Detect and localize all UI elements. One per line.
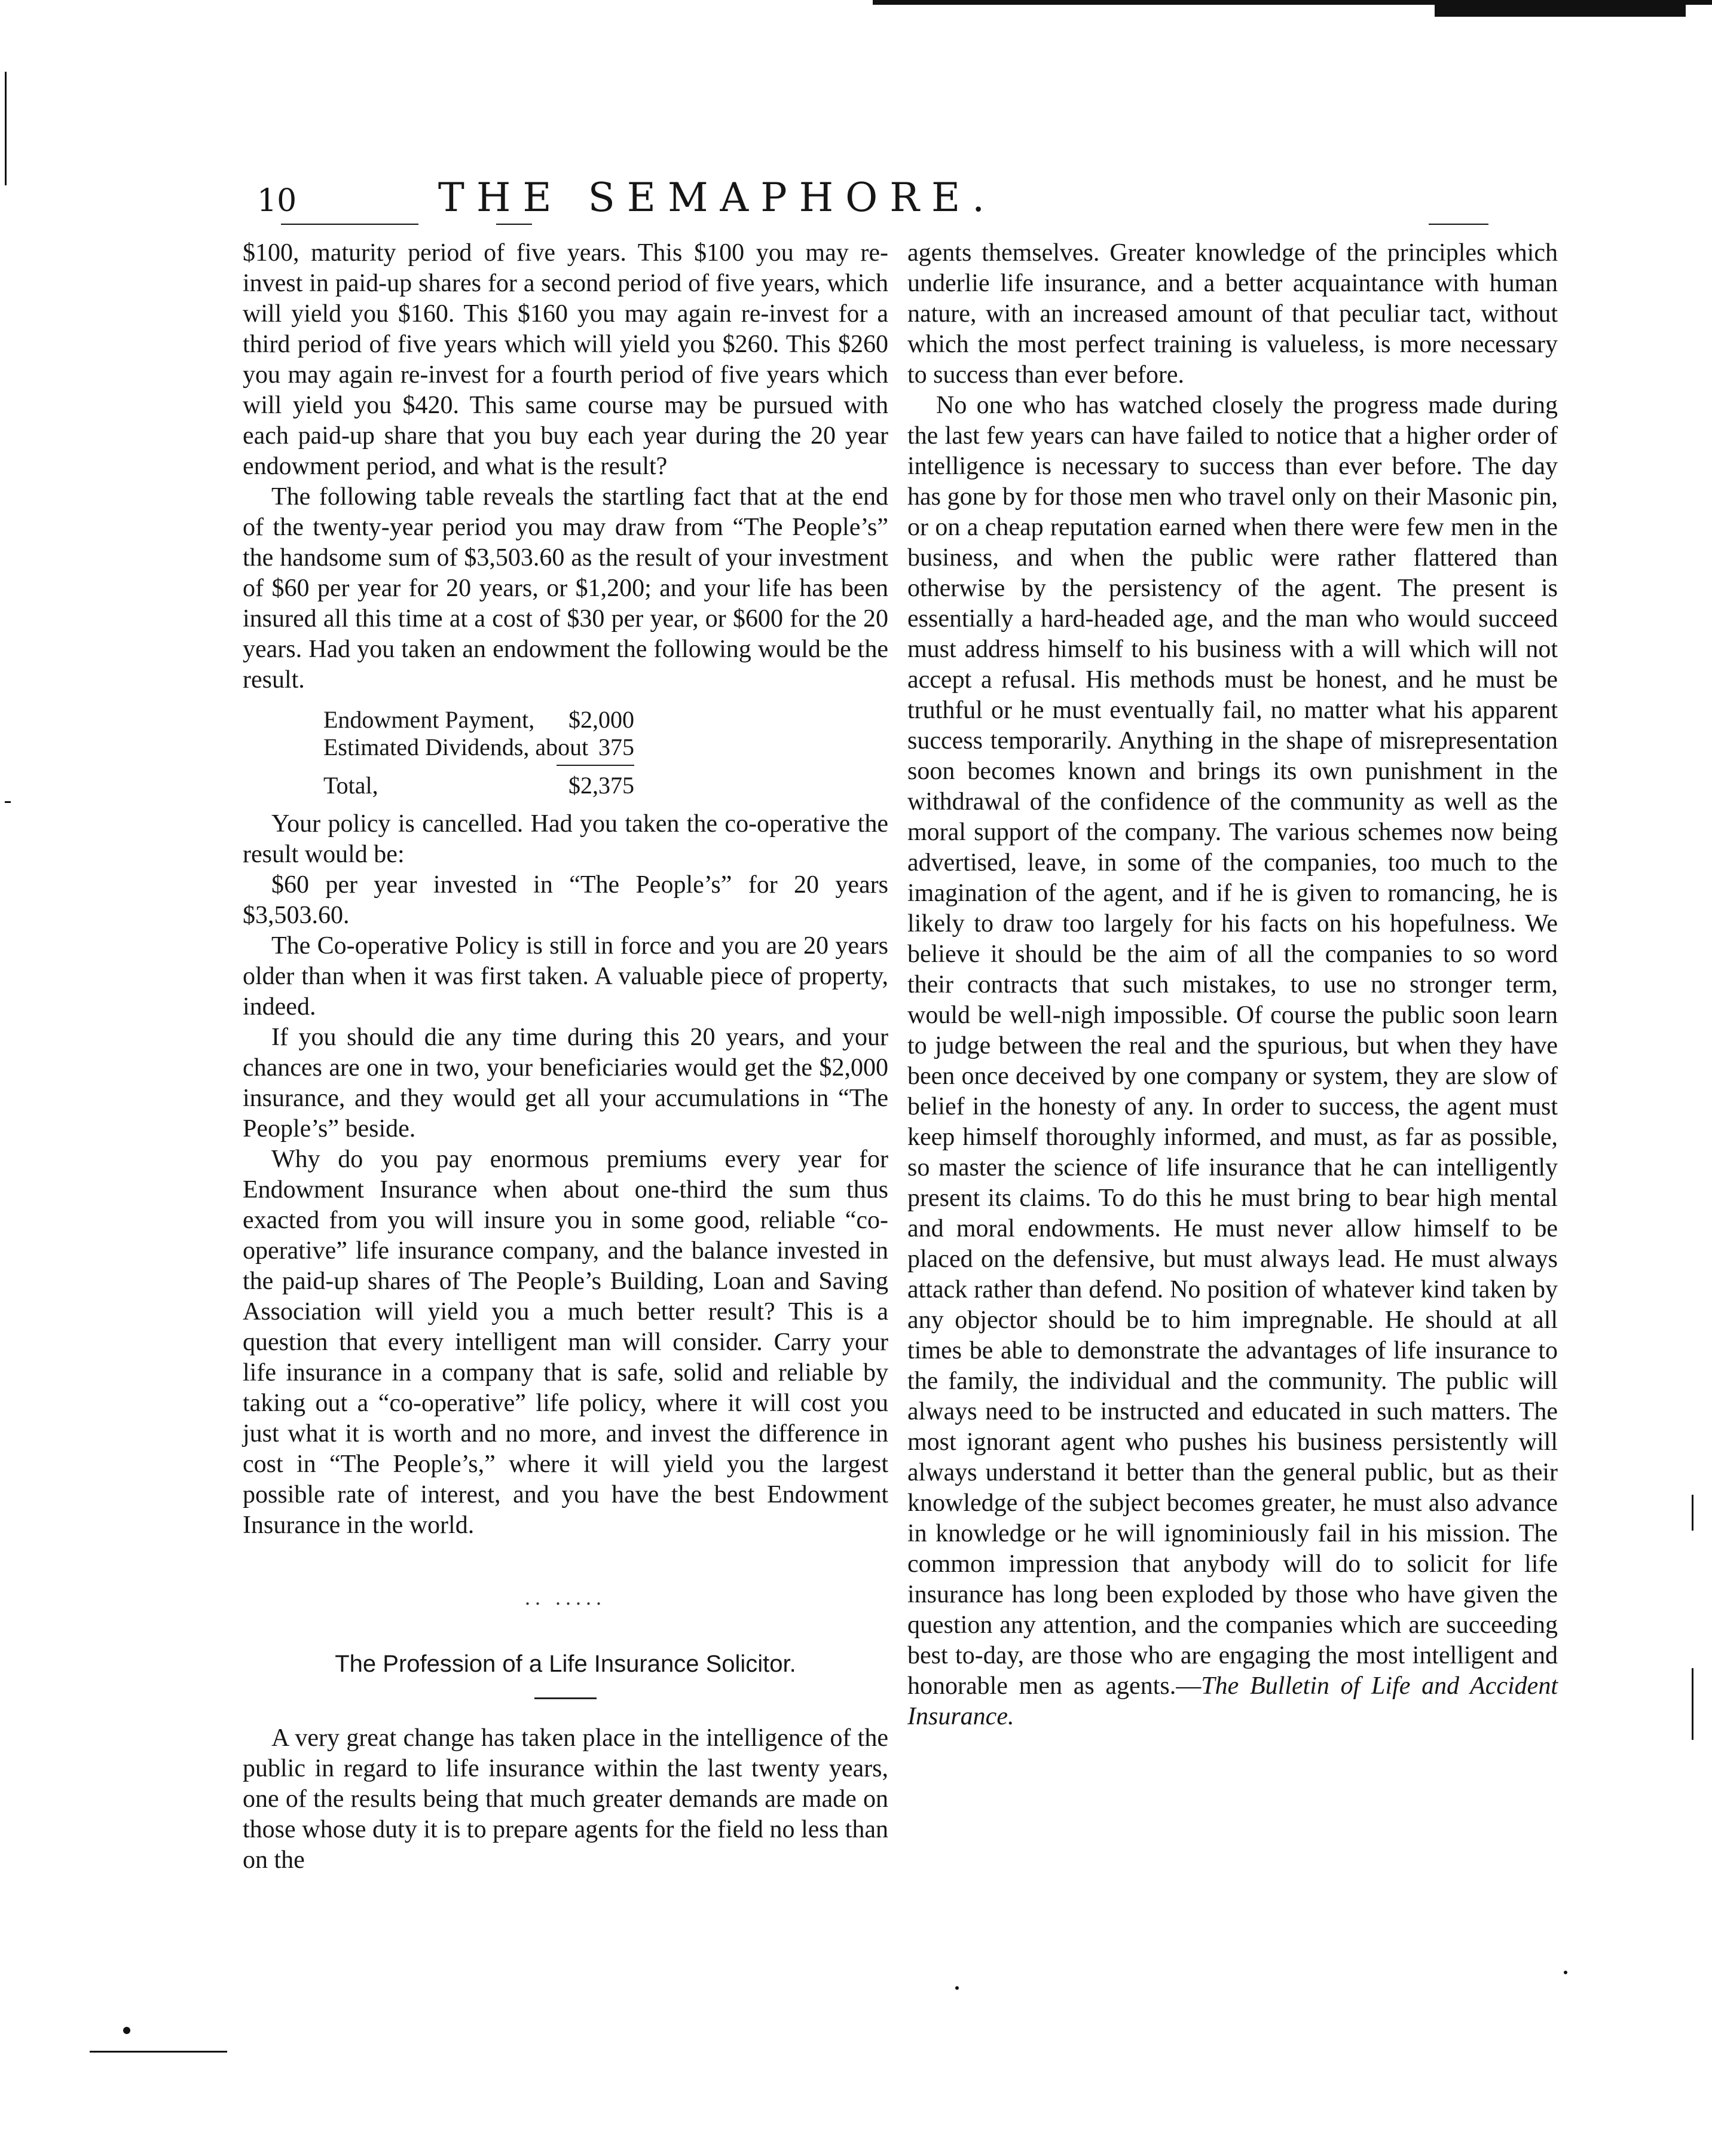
top-right-thick-bar [1435,4,1686,17]
paragraph: agents themselves. Greater knowledge of the principles which underlie life insurance, and a better acquaintance with human nature, with an increased amount of that peculiar tact, without which the most perfect training is valueless, is more necessary to success than ever before. [907,239,1558,389]
left-edge-mark-lower [5,801,11,803]
page-number: 10 [257,183,297,219]
table-value: $2,000 [568,706,634,733]
paragraph: The following table reveals the startling fact that at the end of the twenty-year period you may draw from “The People’s” the handsome sum of $3,503.60 as the result of your investment of $60 per year for 20 years, or $1,200; and your life has been insured all this time at a cost of $30 per year, or $600 for the 20 years. Had you taken an endowment the following would be the result. [243,483,888,694]
table-value: 375 [598,734,634,761]
header-rule-left [281,224,418,225]
bottom-dot [955,1986,959,1990]
endowment-table [323,706,634,799]
table-label: Endowment Payment, [323,706,535,733]
left-column [243,238,888,1876]
paragraph: $60 per year invested in “The People’s” for 20 years $3,503.60. [243,871,888,929]
paragraph: $100, maturity period of five years. This $100 you may re-invest in paid-up shares for a second period of five years, which will yield you $160. This $160 you may again re-invest for a third period of five years which will yield you $260. This $260 you may again re-invest for a fourth period of five years which will yield you $420. This same course may be pursued with each paid-up share that you buy each year during the 20 year endowment period, and what is the result? [243,239,888,480]
section-ornament: .. ..... [525,1586,606,1610]
table-label: Estimated Dividends, about [323,734,589,761]
paragraph: If you should die any time during this 20 years, and your chances are one in two, your beneficiaries would get the $2,000 insurance, and they would get all your accumulations in “The People’s” beside. [243,1024,888,1143]
header-rule-mid [496,224,532,225]
right-edge-mark-lower [1692,1668,1693,1740]
paragraph: Why do you pay enormous premiums every year for Endowment Insurance when about one-third the sum thus exacted from you will insure you in some good, reliable “co-operative” life insurance company, and the balance invested in the paid-up shares of The People’s Building, Loan and Saving Association will yield you a much better result? This is a question that every intelligent man will consider. Carry your life insurance in a company that is safe, solid and reliable by taking out a “co-operative” life policy, where it will cost you just what it is worth and no more, and invest the difference in cost in “The People’s,” where it will yield you the largest possible rate of interest, and you have the best Endowment Insurance in the world. [243,1146,888,1539]
right-column [907,238,1558,1732]
attribution: The Bulletin of Life and Accident Insurance. [907,1672,1558,1730]
paragraph: Your policy is cancelled. Had you taken the co-operative the result would be: [243,810,888,868]
header-rule-right [1429,224,1488,225]
bottom-left-dash [90,2051,227,2053]
table-row [323,706,634,734]
right-edge-mark [1692,1495,1693,1531]
bottom-left-dot [123,2027,130,2034]
paragraph [907,390,1558,1732]
table-rule [557,765,634,766]
paragraph: A very great change has taken place in the intelligence of the public in regard to life insurance within the last twenty years, one of the results being that much greater demands are made on those whose duty it is to prepare agents for the field no less than on the [243,1724,888,1874]
paragraph: The Co-operative Policy is still in force and you are 20 years older than when it was first taken. A valuable piece of property, indeed. [243,932,888,1021]
table-total-row [323,772,634,799]
paragraph-text: No one who has watched closely the progress made during the last few years can have failed to notice that a higher order of intelligence is necessary to success than ever before. The day has gone by for those men who travel only on their Masonic pin, or on a cheap reputation earned when there were few men in the business, and when the public were rather flattered than otherwise by the persistency of the agent. The present is essentially a hard-headed age, and the man who would succeed must address himself to his business with a will which will not accept a refusal. His methods must be honest, and he must be truthful or he must eventually fail, no matter what his apparent success temporarily. Anything in the shape of misrepresentation soon becomes known and brings its own punishment in the withdrawal of the confidence of the community as well as the moral support of the company. The various schemes now being advertised, leave, in some of the companies, too much to the imagination of the agent, and if he is given to romancing, he is likely to draw too largely for his facts on his hopefulness. We believe it should be the aim of all the companies to so word their contracts that such mistakes, to use no stronger term, would be well-nigh impossible. Of course the public soon learn to judge between the real and the spurious, but when they have been once deceived by one company or system, they are slow of belief in the honesty of any. In order to success, the agent must keep himself thoroughly informed, and must, as far as possible, so master the science of life insurance that he can intelligently present its claims. To do this he must bring to bear high mental and moral endowments. He must never allow himself to be placed on the defensive, but must always lead. He must always attack rather than defend. No position of whatever kind taken by any objector should be to him impregnable. He should at all times be able to demonstrate the advantages of life insurance to the family, the individual and the community. The public will always need to be instructed and educated in such matters. The most ignorant agent who pushes his business persistently will always understand it better than the general public, but as their knowledge of the subject becomes greater, he must also advance in knowledge or he will ignominiously fail in his mission. The common impression that anybody will do to solicit for life insurance has long been exploded by those who have given the question any attention, and the companies which are succeeding best to-day, are those who are engaging the most intelligent and honorable men as agents.— [907,392,1558,1700]
table-row [323,734,634,761]
left-edge-mark [5,72,7,185]
page-header [227,175,1207,228]
masthead-title: THE SEMAPHORE. [438,175,997,221]
table-total-label: Total, [323,772,378,799]
heading-rule [534,1697,597,1699]
section-heading: The Profession of a Life Insurance Solicitor. [335,1651,796,1677]
table-total-value: $2,375 [568,772,634,799]
bottom-dot-right [1564,1971,1567,1974]
